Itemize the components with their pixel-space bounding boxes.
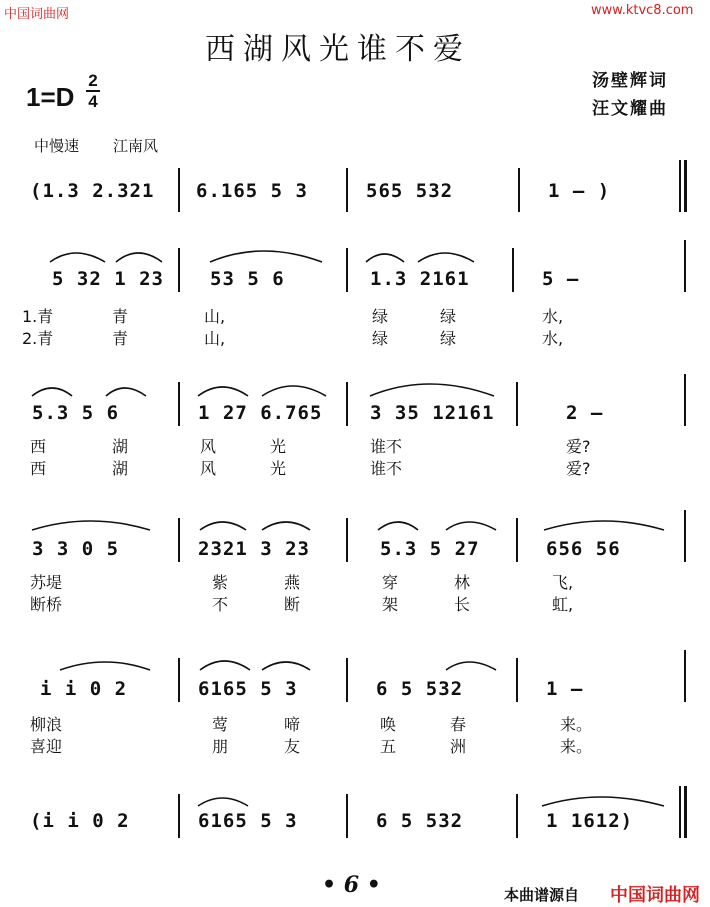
lyricist-credit: 汤壁辉词: [592, 71, 668, 91]
lyric: 1.青: [22, 307, 54, 326]
lyric: 谁不: [370, 459, 403, 478]
lyric: 西: [30, 459, 47, 478]
song-title: 西湖风光谁不爱: [205, 32, 471, 67]
measure-notes: 3 3 0 5: [32, 538, 120, 560]
bar-line: [684, 650, 686, 702]
lyric: 西: [30, 437, 47, 456]
slur: [60, 662, 150, 670]
lyric: 朋: [212, 737, 229, 756]
bar-line: [346, 658, 348, 702]
slur: [544, 521, 664, 530]
slur: [200, 661, 250, 670]
slur: [418, 253, 474, 262]
measure-notes: 6 5 532: [376, 678, 464, 700]
slur: [542, 797, 664, 806]
slur: [50, 253, 105, 262]
source-label: 本曲谱源自: [504, 886, 580, 904]
measure-notes: 6165 5 3: [198, 810, 298, 832]
lyric: 青: [112, 329, 129, 348]
lyric: 风: [200, 459, 217, 478]
lyric: 穿: [382, 573, 399, 592]
lyric: 风: [200, 437, 217, 456]
lyric: 爱?: [566, 459, 591, 478]
slur: [32, 521, 150, 530]
bar-line: [679, 786, 681, 838]
bar-line: [346, 248, 348, 292]
lyric: 光: [270, 459, 287, 478]
lyric: 春: [450, 715, 467, 734]
bar-line: [684, 786, 687, 838]
bar-line: [512, 248, 514, 292]
measure-notes: 1 —: [546, 678, 584, 700]
lyric: 山,: [204, 329, 226, 348]
lyric: 断桥: [30, 595, 63, 614]
slur: [116, 253, 162, 262]
slur: [198, 798, 248, 806]
measure-notes: 6165 5 3: [198, 678, 298, 700]
lyric: 2.青: [22, 329, 54, 348]
lyric: 不: [212, 595, 229, 614]
bar-line: [684, 160, 687, 212]
bar-line: [518, 168, 520, 212]
source-site: 中国词曲网: [610, 885, 700, 906]
bar-line: [346, 518, 348, 562]
measure-notes: 2321 3 23: [198, 538, 310, 560]
lyric: 谁不: [370, 437, 403, 456]
measure-notes: 3 35 12161: [370, 402, 495, 424]
bar-line: [684, 240, 686, 292]
lyric: 长: [454, 595, 471, 614]
bar-line: [178, 658, 180, 702]
lyric: 友: [284, 737, 301, 756]
lyric: 林: [454, 573, 471, 592]
measure-notes: 5 32 1 23: [52, 268, 164, 290]
time-sig-top: 2: [88, 71, 98, 90]
lyric: 柳浪: [30, 715, 63, 734]
measure-notes: 5 —: [542, 268, 580, 290]
lyric: 湖: [112, 459, 129, 478]
tempo-marking: 中慢速: [34, 137, 80, 155]
key-signature: 1=D: [26, 82, 75, 112]
measure-notes: 53 5 6: [210, 268, 285, 290]
lyric: 水,: [542, 329, 564, 348]
bar-line: [684, 374, 686, 426]
lyric: 啼: [284, 715, 301, 734]
slur: [366, 254, 404, 262]
lyric: 断: [284, 595, 301, 614]
measure-notes: 1 27 6.765: [198, 402, 323, 424]
bar-line: [516, 518, 518, 562]
measure-notes: 5.3 5 6: [32, 402, 120, 424]
slur: [262, 522, 310, 530]
composer-credit: 汪文耀曲: [592, 99, 668, 119]
bar-line: [684, 510, 686, 562]
measure-notes: 2 —: [566, 402, 604, 424]
lyric: 洲: [450, 737, 467, 756]
bar-line: [516, 382, 518, 426]
bar-line: [679, 160, 681, 212]
slur: [106, 388, 146, 396]
slur: [198, 387, 248, 396]
lyric: 绿: [372, 307, 389, 326]
lyric: 来。: [560, 715, 593, 734]
watermark-right: www.ktvc8.com: [591, 3, 694, 18]
slur: [370, 384, 494, 396]
lyric: 喜迎: [30, 737, 63, 756]
style-marking: 江南风: [113, 137, 159, 155]
bar-line: [178, 518, 180, 562]
lyric: 五: [380, 737, 397, 756]
lyric: 光: [270, 437, 287, 456]
measure-notes: (i i 0 2: [30, 810, 130, 832]
lyric: 紫: [212, 573, 229, 592]
bar-line: [178, 382, 180, 426]
lyric: 水,: [542, 307, 564, 326]
lyric: 架: [382, 595, 399, 614]
slur: [262, 662, 310, 670]
slur: [200, 522, 246, 530]
bar-line: [516, 658, 518, 702]
slur: [378, 522, 418, 530]
lyric: 飞,: [552, 573, 574, 592]
lyric: 绿: [372, 329, 389, 348]
watermark-left: 中国词曲网: [4, 7, 70, 22]
time-sig-bottom: 4: [88, 92, 98, 111]
bar-line: [178, 794, 180, 838]
measure-notes: i i 0 2: [40, 678, 128, 700]
lyric: 青: [112, 307, 129, 326]
lyric: 山,: [204, 307, 226, 326]
measure-notes: 6.165 5 3: [196, 180, 308, 202]
measure-notes: 656 56: [546, 538, 621, 560]
slur: [446, 662, 496, 670]
measure-notes: 565 532: [366, 180, 454, 202]
measure-notes: 5.3 5 27: [380, 538, 480, 560]
lyric: 爱?: [566, 437, 591, 456]
slur: [210, 251, 322, 262]
lyric: 绿: [440, 307, 457, 326]
lyric: 燕: [284, 573, 301, 592]
bar-line: [346, 382, 348, 426]
lyric: 湖: [112, 437, 129, 456]
bar-line: [178, 248, 180, 292]
slur: [32, 388, 72, 396]
bar-line: [346, 794, 348, 838]
measure-notes: 1.3 2161: [370, 268, 470, 290]
lyric: 绿: [440, 329, 457, 348]
page-number: • 6 •: [322, 872, 381, 898]
measure-notes: 6 5 532: [376, 810, 464, 832]
lyric: 唤: [380, 715, 397, 734]
measure-notes: (1.3 2.321: [30, 180, 155, 202]
measure-notes: 1 — ): [548, 180, 611, 202]
bar-line: [178, 168, 180, 212]
lyric: 虹,: [552, 595, 574, 614]
lyric: 来。: [560, 737, 593, 756]
lyric: 莺: [212, 715, 229, 734]
lyric: 苏堤: [30, 573, 63, 592]
slur: [446, 522, 496, 530]
measure-notes: 1 1612): [546, 810, 634, 832]
bar-line: [346, 168, 348, 212]
slur: [262, 386, 326, 396]
bar-line: [516, 794, 518, 838]
